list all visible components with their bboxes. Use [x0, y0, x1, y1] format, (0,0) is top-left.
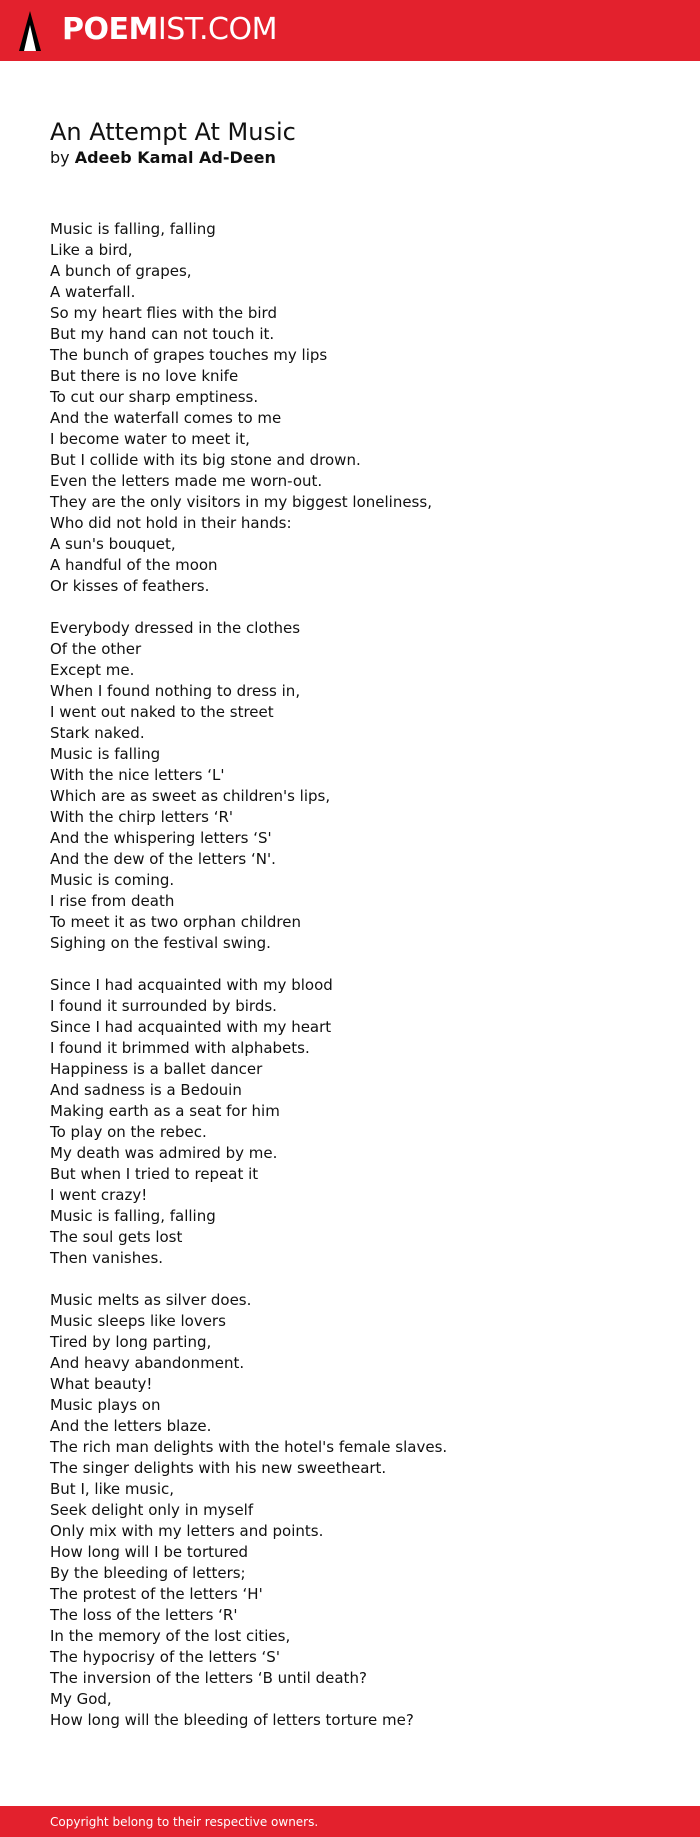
poem-line: Seek delight only in myself — [50, 1501, 254, 1519]
poem-line: To meet it as two orphan children — [50, 913, 301, 931]
poem-line: Music is coming. — [50, 871, 175, 889]
site-logo[interactable] — [62, 9, 277, 51]
poem-line: And the letters blaze. — [50, 1417, 212, 1435]
poem-line: Music sleeps like lovers — [50, 1312, 226, 1330]
poem-line: The bunch of grapes touches my lips — [50, 346, 328, 364]
poem-line: Music plays on — [50, 1396, 161, 1414]
poem-line: I rise from death — [50, 892, 175, 910]
site-header — [0, 0, 700, 61]
poem-line: How long will the bleeding of letters torture me? — [50, 1711, 414, 1729]
poem-line: The protest of the letters ‘H' — [50, 1585, 263, 1603]
poem-line: The rich man delights with the hotel's female slaves. — [50, 1438, 448, 1456]
poem-author[interactable]: Adeeb Kamal Ad-Deen — [74, 148, 276, 167]
poem-line: My death was admired by me. — [50, 1144, 278, 1162]
poem-line: So my heart flies with the bird — [50, 304, 277, 322]
poem-line: To cut our sharp emptiness. — [50, 388, 259, 406]
poem-line: Who did not hold in their hands: — [50, 514, 292, 532]
poem-line: And the whispering letters ‘S' — [50, 829, 272, 847]
poem-line: What beauty! — [50, 1375, 153, 1393]
poem-line: Of the other — [50, 640, 142, 658]
poem-line: Then vanishes. — [50, 1249, 164, 1267]
poem-line: Tired by long parting, — [50, 1333, 212, 1351]
poem-line: Stark naked. — [50, 724, 145, 742]
poem-line: Which are as sweet as children's lips, — [50, 787, 331, 805]
poem-line: How long will I be tortured — [50, 1543, 249, 1561]
copyright-text: Copyright belong to their respective owners. — [50, 1815, 319, 1829]
poem-body — [50, 219, 650, 1752]
poem-line: When I found nothing to dress in, — [50, 682, 301, 700]
poem-line: But my hand can not touch it. — [50, 325, 275, 343]
by-prefix: by — [50, 148, 70, 167]
poem-line: I found it brimmed with alphabets. — [50, 1039, 310, 1057]
poem-line: Music is falling, falling — [50, 220, 216, 238]
poem-line: Music is falling — [50, 745, 161, 763]
poem-line: The inversion of the letters ‘B until death? — [50, 1669, 367, 1687]
site-footer — [0, 1806, 700, 1837]
poem-line: Making earth as a seat for him — [50, 1102, 280, 1120]
poem-line: With the nice letters ‘L' — [50, 766, 225, 784]
poem-line: Even the letters made me worn-out. — [50, 472, 323, 490]
pencil-logo-icon[interactable] — [19, 11, 41, 51]
poem-line: The loss of the letters ‘R' — [50, 1606, 238, 1624]
poem-line: They are the only visitors in my biggest loneliness, — [50, 493, 432, 511]
logo-brand-bold: POEM — [62, 12, 158, 47]
poem-stanza — [50, 975, 650, 1269]
poem-line: But I, like music, — [50, 1480, 175, 1498]
poem-line: I found it surrounded by birds. — [50, 997, 277, 1015]
poem-line: The singer delights with his new sweetheart. — [50, 1459, 387, 1477]
poem-stanza — [50, 1290, 650, 1731]
poem-line: I become water to meet it, — [50, 430, 250, 448]
poem-line: I went out naked to the street — [50, 703, 274, 721]
poem-line: The soul gets lost — [50, 1228, 183, 1246]
poem-line: With the chirp letters ‘R' — [50, 808, 234, 826]
poem-line: Except me. — [50, 661, 135, 679]
poem-title: An Attempt At Music — [50, 118, 296, 146]
poem-line: And heavy abandonment. — [50, 1354, 245, 1372]
poem-line: Music melts as silver does. — [50, 1291, 252, 1309]
poem-line: And sadness is a Bedouin — [50, 1081, 242, 1099]
poem-line: The hypocrisy of the letters ‘S' — [50, 1648, 280, 1666]
poem-line: Or kisses of feathers. — [50, 577, 210, 595]
poem-line: In the memory of the lost cities, — [50, 1627, 291, 1645]
poem-stanza — [50, 219, 650, 597]
poem-line: Music is falling, falling — [50, 1207, 216, 1225]
poem-line: A sun's bouquet, — [50, 535, 176, 553]
poem-line: A waterfall. — [50, 283, 136, 301]
poem-line: But when I tried to repeat it — [50, 1165, 259, 1183]
poem-stanza — [50, 618, 650, 954]
poem-line: Since I had acquainted with my heart — [50, 1018, 332, 1036]
poem-line: And the dew of the letters ‘N'. — [50, 850, 276, 868]
poem-line: But there is no love knife — [50, 367, 239, 385]
poem-line: Since I had acquainted with my blood — [50, 976, 333, 994]
poem-line: Like a bird, — [50, 241, 133, 259]
poem-line: And the waterfall comes to me — [50, 409, 282, 427]
poem-line: But I collide with its big stone and drown. — [50, 451, 361, 469]
poem-line: Happiness is a ballet dancer — [50, 1060, 263, 1078]
poem-line: I went crazy! — [50, 1186, 148, 1204]
poem-line: My God, — [50, 1690, 112, 1708]
poem-line: By the bleeding of letters; — [50, 1564, 246, 1582]
logo-brand-light: IST.COM — [157, 12, 277, 47]
poem-line: A handful of the moon — [50, 556, 218, 574]
poem-line: Everybody dressed in the clothes — [50, 619, 301, 637]
poem-line: Sighing on the festival swing. — [50, 934, 271, 952]
poem-line: A bunch of grapes, — [50, 262, 192, 280]
poem-line: Only mix with my letters and points. — [50, 1522, 324, 1540]
byline — [50, 147, 276, 169]
poem-line: To play on the rebec. — [50, 1123, 207, 1141]
